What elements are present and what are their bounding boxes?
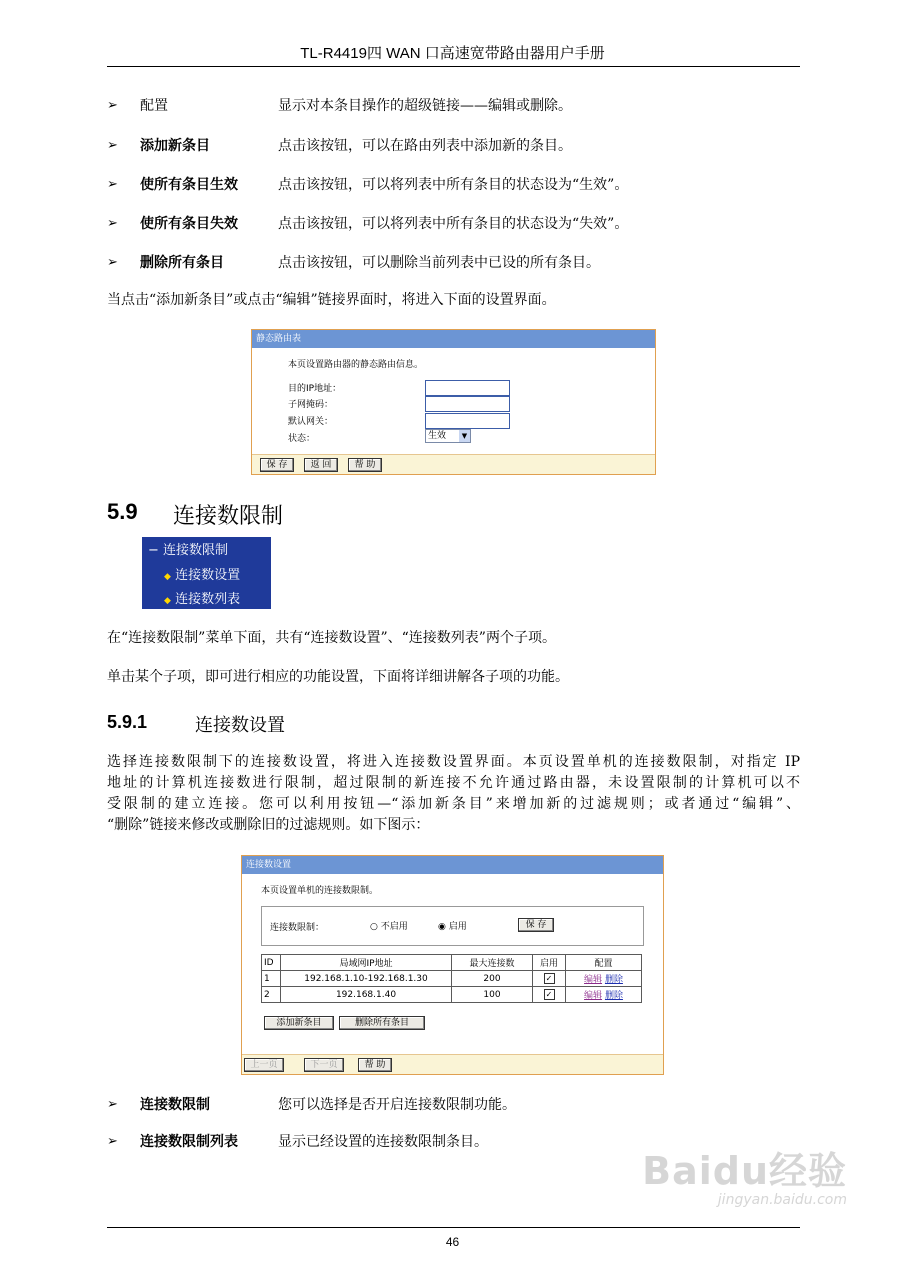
cell-id: 2 xyxy=(262,987,281,1003)
chevron-down-icon: ▼ xyxy=(459,430,470,442)
menu-parent-item[interactable] xyxy=(148,539,228,558)
column-header: 局域网IP地址 xyxy=(281,955,452,971)
menu-parent-label: 连接数限制 xyxy=(163,543,229,558)
bullet-desc: 您可以选择是否开启连接数限制功能。 xyxy=(278,1097,516,1113)
section-title: 连接数设置 xyxy=(195,715,285,735)
menu-item-label: 连接数列表 xyxy=(175,592,241,607)
enabled-checkbox[interactable]: ✓ xyxy=(544,973,555,984)
cell-enabled xyxy=(533,987,566,1003)
dest-ip-input[interactable] xyxy=(425,380,510,396)
panel-description: 本页设置路由器的静态路由信息。 xyxy=(288,360,424,370)
panel-footer xyxy=(242,1054,663,1074)
bullet-term: 删除所有条目 xyxy=(140,255,224,271)
static-route-panel xyxy=(251,329,656,475)
bullet-arrow-icon: ➢ xyxy=(107,138,118,153)
column-header: 配置 xyxy=(566,955,642,971)
status-select[interactable] xyxy=(425,429,471,443)
bullet-arrow-icon: ➢ xyxy=(107,98,118,113)
radio-disable-label: 不启用 xyxy=(380,922,408,932)
status-select-value: 生效 xyxy=(428,431,447,441)
save-button[interactable]: 保 存 xyxy=(518,918,554,932)
paragraph-line: 受限制的建立连接。您可以利用按钮—“添加新条目”来增加新的过滤规则；或者通过“编辑”、 xyxy=(107,796,800,812)
column-header: 最大连接数 xyxy=(452,955,533,971)
cell-enabled xyxy=(533,971,566,987)
limit-label: 连接数限制： xyxy=(270,923,325,933)
bullet-term: 使所有条目生效 xyxy=(140,177,238,193)
panel-title: 连接数设置 xyxy=(242,856,663,874)
bullet-arrow-icon: ➢ xyxy=(107,1097,118,1112)
bullet-desc: 点击该按钮，可以删除当前列表中已设的所有条目。 xyxy=(278,255,600,271)
paragraph-line: 选择连接数限制下的连接数设置，将进入连接数设置界面。本页设置单机的连接数限制，对指定 IP xyxy=(107,754,800,770)
paragraph-line: “删除”链接来修改或删除旧的过滤规则。如下图示： xyxy=(107,817,430,833)
collapse-icon: − xyxy=(148,543,159,558)
menu-item-label: 连接数设置 xyxy=(175,568,241,583)
next-page-button[interactable]: 下一页 xyxy=(304,1058,344,1072)
table-row xyxy=(262,971,642,987)
column-header: ID xyxy=(262,955,281,971)
gateway-input[interactable] xyxy=(425,413,510,429)
menu-item-conn-list[interactable] xyxy=(164,588,240,607)
conn-settings-paragraph xyxy=(107,752,800,836)
cell-max: 200 xyxy=(452,971,533,987)
paragraph: 单击某个子项，即可进行相应的功能设置，下面将详细讲解各子项的功能。 xyxy=(107,669,569,685)
prev-page-button[interactable]: 上一页 xyxy=(244,1058,284,1072)
page-header-title: TL-R4419四 WAN 口高速宽带路由器用户手册 xyxy=(300,45,605,62)
back-button[interactable]: 返 回 xyxy=(304,458,338,472)
cell-ip: 192.168.1.40 xyxy=(281,987,452,1003)
column-header: 启用 xyxy=(533,955,566,971)
radio-selected-icon: ◉ xyxy=(438,922,446,932)
menu-item-conn-settings[interactable] xyxy=(164,564,240,583)
save-button[interactable]: 保 存 xyxy=(260,458,294,472)
section-heading-5-9 xyxy=(107,499,284,528)
status-label: 状态： xyxy=(288,434,316,444)
section-heading-5-9-1 xyxy=(107,712,285,735)
radio-unselected-icon: ○ xyxy=(370,922,378,932)
help-button[interactable]: 帮 助 xyxy=(358,1058,392,1072)
bullet-desc: 点击该按钮，可以将列表中所有条目的状态设为“生效”。 xyxy=(278,177,629,193)
bullet-diamond-icon: ◆ xyxy=(164,596,171,606)
paragraph-line: 地址的计算机连接数进行限制，超过限制的新连接不允许通过路由器，未设置限制的计算机可以不 xyxy=(107,775,800,791)
delete-link[interactable]: 删除 xyxy=(604,991,623,1001)
bullet-desc: 显示已经设置的连接数限制条目。 xyxy=(278,1134,488,1150)
intro-paragraph: 当点击“添加新条目”或点击“编辑”链接界面时，将进入下面的设置界面。 xyxy=(107,292,556,308)
conn-settings-panel xyxy=(241,855,664,1075)
bullet-arrow-icon: ➢ xyxy=(107,255,118,270)
bullet-term: 连接数限制列表 xyxy=(140,1134,238,1150)
delete-link[interactable]: 删除 xyxy=(604,975,623,985)
enabled-checkbox[interactable]: ✓ xyxy=(544,989,555,1000)
delete-all-button[interactable]: 删除所有条目 xyxy=(339,1016,425,1030)
panel-title: 静态路由表 xyxy=(252,330,655,348)
footer-rule xyxy=(107,1227,800,1228)
page-number: 46 xyxy=(445,1235,460,1249)
bullet-desc: 点击该按钮，可以在路由列表中添加新的条目。 xyxy=(278,138,572,154)
edit-link[interactable]: 编辑 xyxy=(584,991,603,1001)
bullet-desc: 点击该按钮，可以将列表中所有条目的状态设为“失效”。 xyxy=(278,216,629,232)
radio-enable-label: 启用 xyxy=(448,922,467,932)
bullet-term: 配置 xyxy=(140,98,168,114)
cell-config xyxy=(566,987,642,1003)
cell-config xyxy=(566,971,642,987)
conn-limit-table xyxy=(261,954,642,1003)
header-rule xyxy=(107,66,800,67)
panel-footer xyxy=(252,454,655,474)
edit-link[interactable]: 编辑 xyxy=(584,975,603,985)
subnet-mask-label: 子网掩码： xyxy=(288,400,334,410)
cell-id: 1 xyxy=(262,971,281,987)
radio-disable[interactable] xyxy=(370,919,408,932)
bullet-arrow-icon: ➢ xyxy=(107,177,118,192)
bullet-diamond-icon: ◆ xyxy=(164,572,171,582)
conn-limit-menu xyxy=(142,537,271,609)
bullet-term: 添加新条目 xyxy=(140,138,210,154)
watermark-brand: Baidu经验 xyxy=(642,1149,847,1193)
table-header-row xyxy=(262,955,642,971)
section-title: 连接数限制 xyxy=(173,503,284,528)
gateway-label: 默认网关： xyxy=(288,417,334,427)
help-button[interactable]: 帮 助 xyxy=(348,458,382,472)
limit-setting-box xyxy=(261,906,644,946)
cell-ip: 192.168.1.10-192.168.1.30 xyxy=(281,971,452,987)
bullet-term: 连接数限制 xyxy=(140,1097,210,1113)
bullet-term: 使所有条目失效 xyxy=(140,216,238,232)
radio-enable[interactable] xyxy=(438,919,467,932)
subnet-mask-input[interactable] xyxy=(425,396,510,412)
cell-max: 100 xyxy=(452,987,533,1003)
add-entry-button[interactable]: 添加新条目 xyxy=(264,1016,334,1030)
section-number: 5.9.1 xyxy=(107,712,148,732)
paragraph: 在“连接数限制”菜单下面，共有“连接数设置”、“连接数列表”两个子项。 xyxy=(107,630,556,646)
bullet-arrow-icon: ➢ xyxy=(107,216,118,231)
dest-ip-label: 目的IP地址： xyxy=(288,384,342,394)
table-row xyxy=(262,987,642,1003)
panel-description: 本页设置单机的连接数限制。 xyxy=(261,886,379,896)
watermark-url: jingyan.baidu.com xyxy=(717,1192,847,1208)
bullet-arrow-icon: ➢ xyxy=(107,1134,118,1149)
bullet-desc: 显示对本条目操作的超级链接——编辑或删除。 xyxy=(278,98,572,114)
baidu-watermark xyxy=(642,1150,847,1208)
section-number: 5.9 xyxy=(107,499,138,524)
